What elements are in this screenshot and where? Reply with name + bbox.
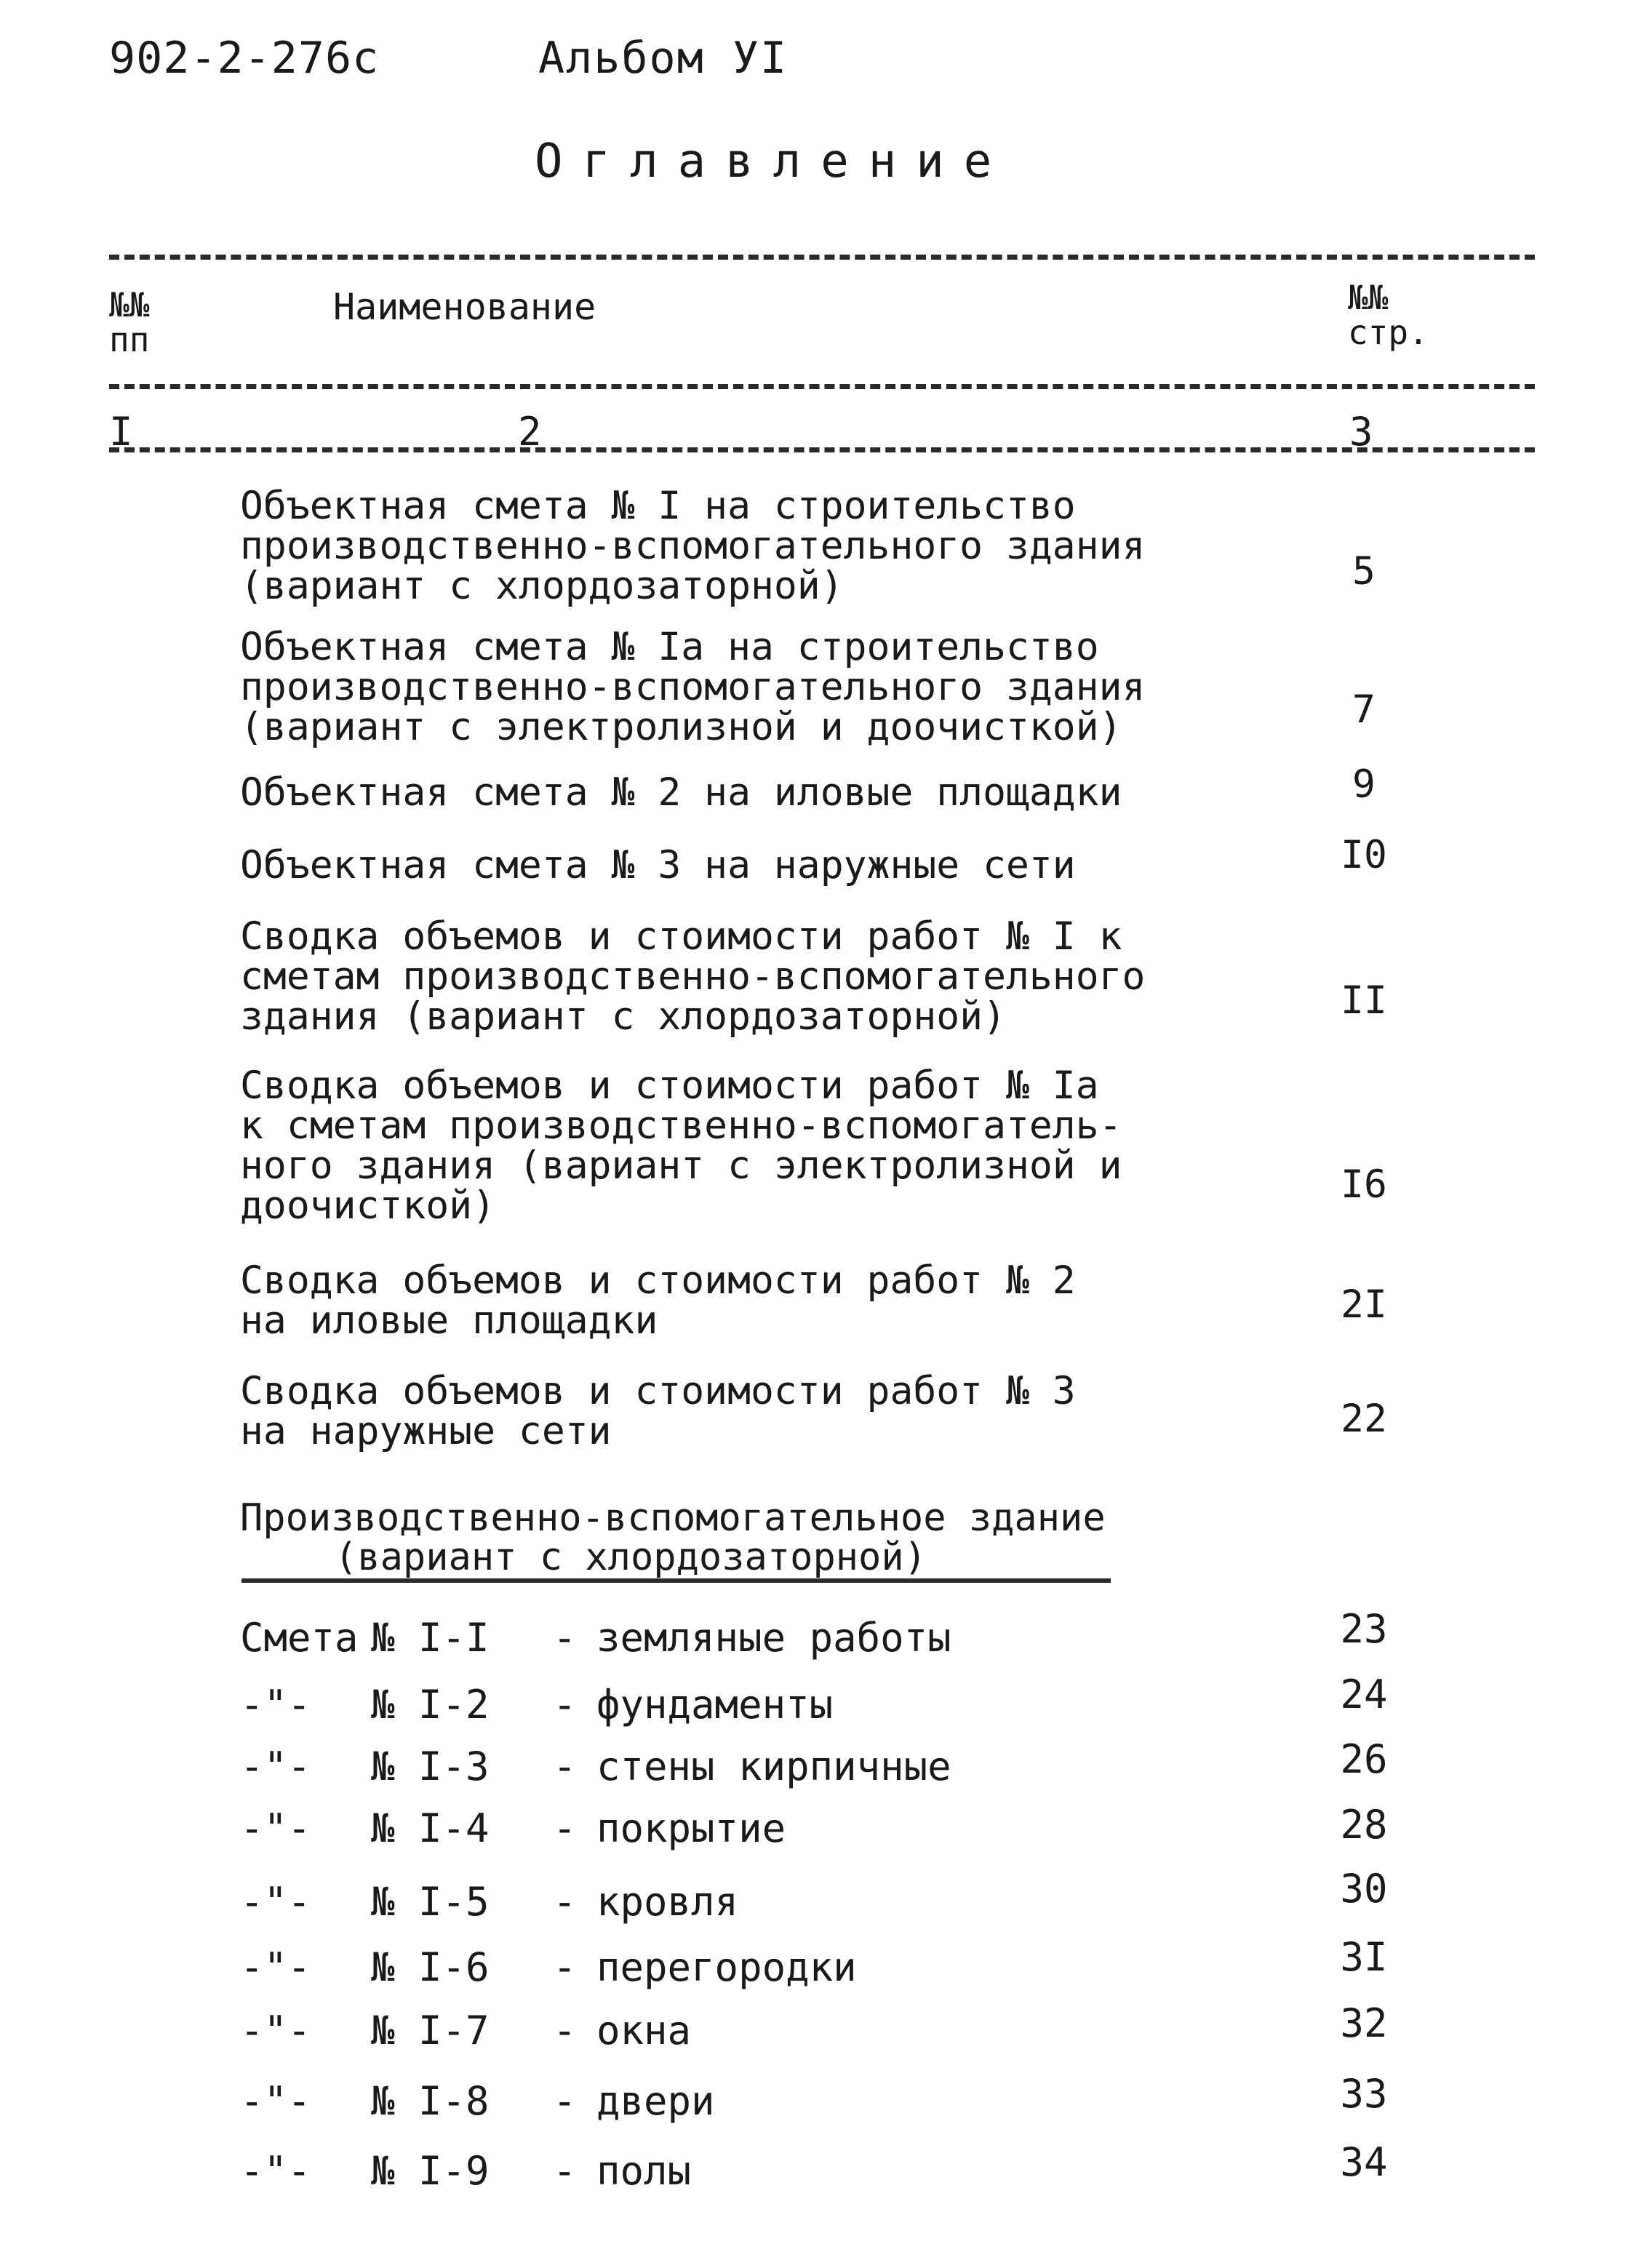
toc-entry: Объектная смета № 2 на иловые площадки: [240, 770, 1122, 815]
document-code: 902-2-276с: [109, 33, 380, 84]
toc-entry: Объектная смета № Iа на строительство производственно-вспомогательного здания (вариант с электролизной и доочисткой): [240, 625, 1146, 749]
toc-entry: Сводка объемов и стоимости работ № 2 на иловые площадки: [240, 1258, 1076, 1343]
section-underline: [241, 1578, 1111, 1583]
page-number: 22: [1341, 1397, 1387, 1441]
document-page: 902-2-276с Альбом УI Оглавление №№ пп Наименование №№ стр. I 2 3 Объектная смета № I на строительство производственно-вспомогательного здания (вариант с хлордозаторной) 5 Объектная смета № Iа на строительство производственно-вспомогательного здания (вариант с электролизной и доочисткой) 7 Объектная смета № 2 на иловые площадки 9 Объектная смета № 3 на наружные сети I0 Сводка объемов и стоимости работ № I к сметам производственно-вспомогательного здания (вариант с хлордозаторной) II Сводка объемов и стоимости работ № Iа к сметам производственно-вспомогатель- ного здания (вариант с электролизной и доочисткой) I6 Сводка объемов и стоимости работ № 2 на иловые площадки 2I Сводка объемов и стоимости работ № 3 на наружные сети 22 Производственно-вспомогательное здание (вариант с хлордозаторной) Смета № I-I - земляные работы 23 -"- № I-2 - фундаменты 24 -"- № I-3 - стены кирпичные 26 -"- № I-4 - покрытие 28 -"- № I-5 - кровля 30 -"- № I-6 - перегородки 3I -"- № I-7 - окна 32 -"- № I-8 - двери 33 -"- № I-9 - полы 34: [0, 0, 1649, 2268]
header-bottom-rule: [109, 384, 1535, 389]
album-label: Альбом УI: [538, 33, 788, 84]
page-number: 5: [1352, 549, 1376, 594]
column-header-page: №№ стр.: [1348, 278, 1429, 352]
column-header-number: №№ пп: [109, 285, 150, 359]
page-number: 2I: [1341, 1282, 1387, 1327]
page-number: II: [1341, 978, 1387, 1023]
column-number-3: 3: [1349, 409, 1373, 455]
page-title: Оглавление: [535, 135, 1012, 188]
column-number-1: I: [109, 409, 133, 455]
toc-entry: Объектная смета № I на строительство производственно-вспомогательного здания (вариант с хлордозаторной): [240, 484, 1146, 608]
page-number: I0: [1341, 833, 1387, 877]
toc-entry: Объектная смета № 3 на наружные сети: [240, 843, 1076, 887]
table-top-rule: [109, 255, 1535, 260]
section-title: Производственно-вспомогательное здание (вариант с хлордозаторной): [240, 1496, 1106, 1579]
page-number: 9: [1352, 762, 1376, 807]
page-number: 7: [1352, 687, 1376, 732]
toc-entry: Сводка объемов и стоимости работ № Iа к сметам производственно-вспомогатель- ного здания (вариант с электролизной и доочисткой): [240, 1063, 1122, 1228]
column-number-2: 2: [518, 409, 542, 455]
numbering-rule: [109, 447, 1535, 452]
column-header-name: Наименование: [333, 286, 596, 328]
page-number: I6: [1341, 1162, 1387, 1207]
toc-entry: Сводка объемов и стоимости работ № I к сметам производственно-вспомогательного здания (вариант с хлордозаторной): [240, 914, 1146, 1039]
toc-entry: Сводка объемов и стоимости работ № 3 на наружные сети: [240, 1369, 1076, 1453]
